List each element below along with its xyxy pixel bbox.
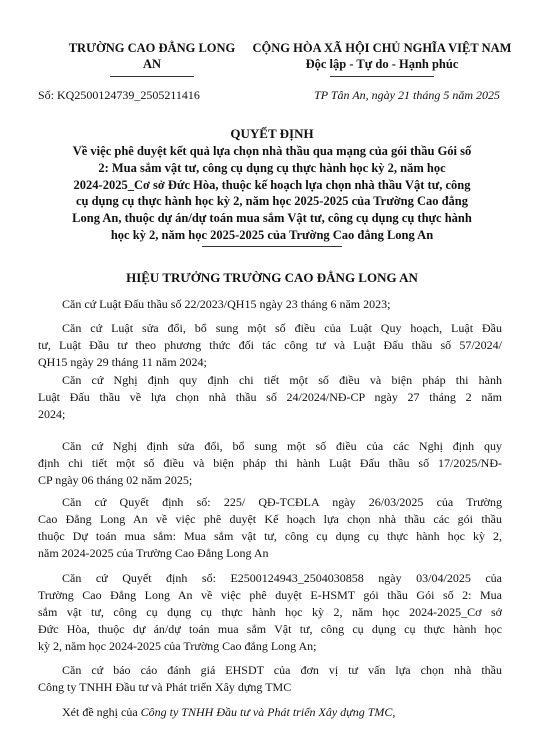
paragraph-line: kỳ 2, năm học 2024-2025 của Trường Cao đẳng Long An; [38,639,317,653]
org-name-line2: AN [142,57,162,71]
title-line: 2: Mua sắm vật tư, công cụ dụng cụ thực hành học kỳ 2, năm học [98,160,446,175]
proposal-prefix: Xét đề nghị của [62,705,141,719]
paragraph-line: năm 2024-2025 của Trường Cao Đẳng Long An [38,546,269,560]
paragraph-decision-ehsmt [38,570,502,655]
nation-underline [330,76,434,77]
paragraph-line: Căn cứ Quyết định số: 225/ QĐ-TCĐLA ngày 26/03/2025 của Trường [62,495,502,509]
paragraph-line: 2024; [38,407,66,421]
paragraph-line: Căn cứ Nghị định sửa đổi, bổ sung một số điều của các Nghị định quy [62,439,502,453]
nation-line2: Độc lập - Tự do - Hạnh phúc [305,57,459,71]
paragraph-line: thuộc Dự toán mua sắm: Mua sắm vật tư, công cụ dụng cụ thực hành học kỳ 2, [38,529,502,543]
paragraph-evaluation-report [38,662,502,696]
paragraph-law-amendment [38,320,502,371]
title-line: học kỳ 2, năm học 2025-2025 của Trường Cao đẳng Long An [110,227,434,242]
paragraph-decree-17 [38,438,502,489]
title-line: Về việc phê duyệt kết quả lựa chọn nhà thầu qua mạng của gói thầu Gói số [72,144,472,158]
paragraph-line: sắm vật tư, công cụ dụng cụ thực hành học kỳ 2, năm học 2024-2025_Cơ sở [38,605,502,619]
title-underline [202,246,342,247]
paragraph-proposal [62,704,502,721]
paragraph-line: Căn cứ Nghị định quy định chi tiết một số điều và biện pháp thi hành [62,373,502,387]
title-line: 2024-2025_Cơ sở Đức Hòa, thuộc kế hoạch lựa chọn nhà thầu Vật tư, công [73,177,471,192]
title-subject [54,143,490,244]
nation-line1: CỘNG HÒA XÃ HỘI CHỦ NGHĨA VIỆT NAM [252,41,512,55]
paragraph-line: Căn cứ báo cáo đánh giá EHSDT của đơn vị tư vấn lựa chọn nhà thầu [62,663,502,677]
paragraph-line: CP ngày 06 tháng 02 năm 2025; [38,473,193,487]
doc-number: Số: KQ2500124739_2505211416 [38,88,200,102]
place-date: TP Tân An, ngày 21 tháng 5 năm 2025 [314,88,500,102]
doc-title: QUYẾT ĐỊNH [230,126,314,141]
authority-heading: HIỆU TRƯỞNG TRƯỜNG CAO ĐẲNG LONG AN [126,270,418,285]
national-motto [240,40,524,72]
paragraph-line: Luật Đấu thầu về lựa chọn nhà thầu số 24/2024/NĐ-CP ngày 27 tháng 2 năm [38,390,502,404]
paragraph-line: Trường Cao Đẳng Long An về việc phê duyệt E-HSMT gói thầu Gói số 2: Mua [38,588,502,602]
paragraph-line: Căn cứ Luật sửa đổi, bổ sung một số điều của Luật Quy hoạch, Luật Đầu [62,321,502,335]
title-line: cụ dụng cụ thực hành học kỳ 2, năm học 2025-2025 của Trường Cao đẳng [75,194,469,209]
paragraph-line: Căn cứ Quyết định số: E2500124943_2504030858 ngày 03/04/2025 của [62,571,502,585]
paragraph-line: Đức Hòa, thuộc dự án/dự toán mua sắm Vật tư, công cụ dụng cụ thực hành học [38,622,502,636]
proposal-company: Công ty TNHH Đầu tư và Phát triển Xây dựng TMC, [140,705,396,719]
paragraph-decree-24 [38,372,502,423]
title-line: Long An, thuộc dự án/dự toán mua sắm Vật tư, công cụ dụng cụ thực hành [72,211,472,226]
paragraph-line: Công ty TNHH Đầu tư và Phát triển Xây dựng TMC [38,680,292,694]
org-underline [110,76,194,77]
org-name [62,40,242,72]
paragraph-line: định chi tiết một số điều và biện pháp thi hành Luật Đấu thầu số 17/2025/NĐ- [38,456,502,470]
paragraph-decision-225 [38,494,502,562]
paragraph-line: QH15 ngày 29 tháng 11 năm 2024; [38,355,207,369]
paragraph-line: Cao Đẳng Long An về việc phê duyệt Kế hoạch lựa chọn nhà thầu các gói thầu [38,512,502,526]
paragraph-law-bidding [62,296,502,313]
paragraph-line: Căn cứ Luật Đấu thầu số 22/2023/QH15 ngày 23 tháng 6 năm 2023; [62,297,391,311]
org-name-line1: TRƯỜNG CAO ĐẲNG LONG [68,41,236,55]
paragraph-line: tư, Luật Đầu tư theo phương thức đối tác công tư và Luật Đấu thầu số 57/2024/ [38,338,502,352]
